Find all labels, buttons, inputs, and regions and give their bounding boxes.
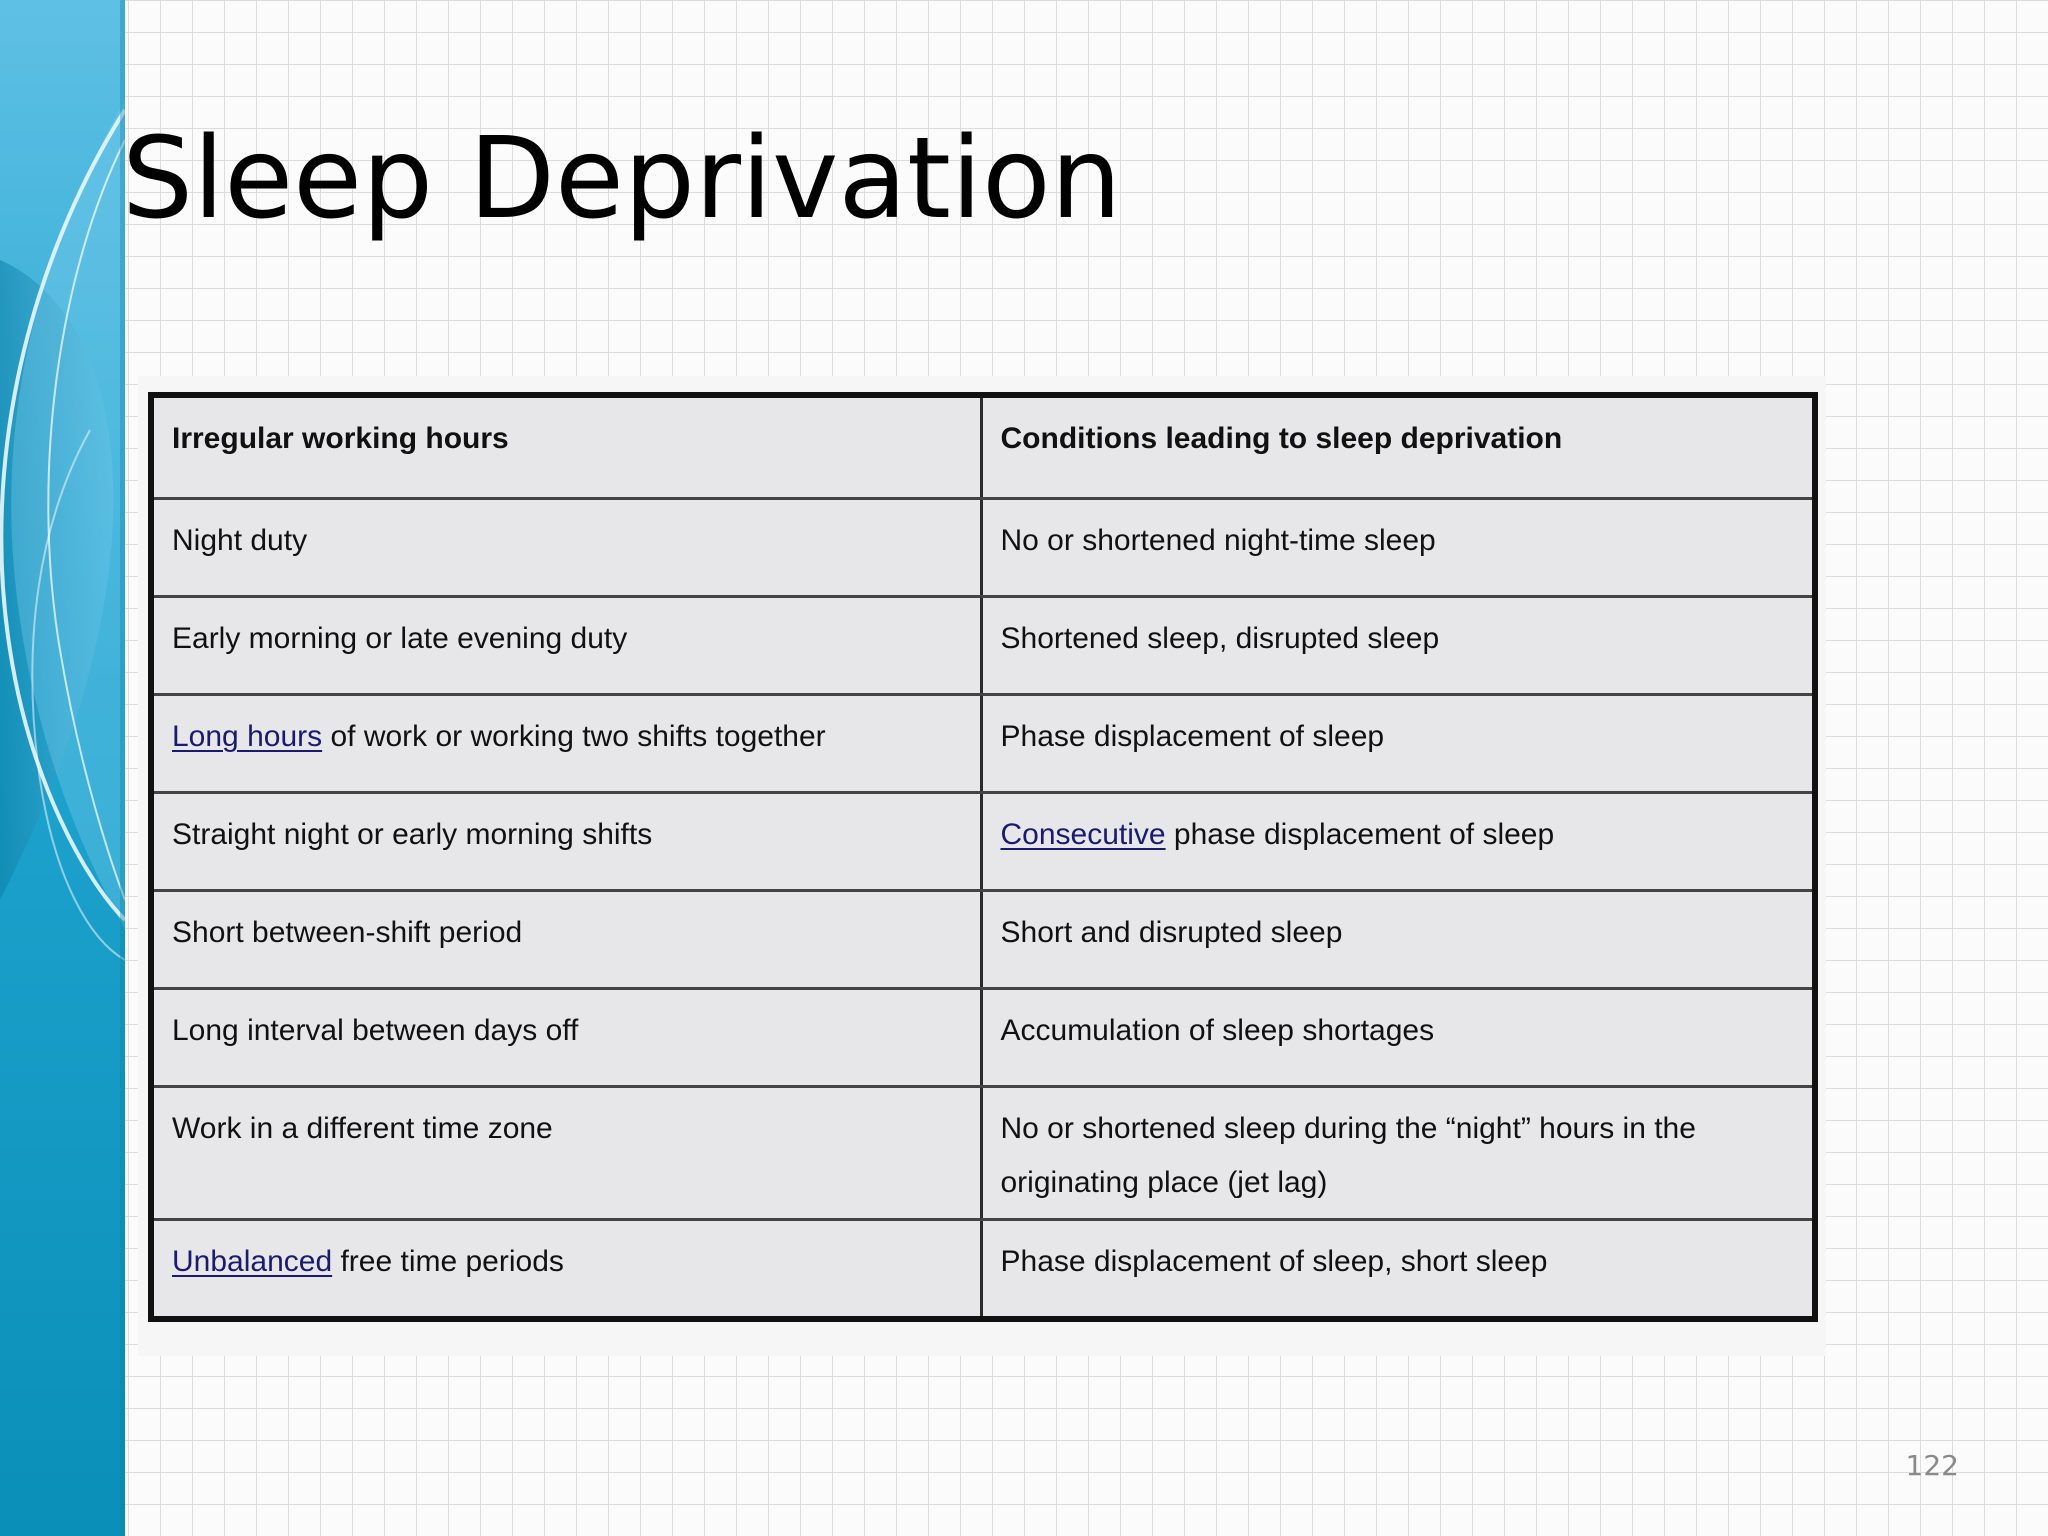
cell-hours: Short between-shift period [151, 891, 981, 989]
cell-hours [151, 1220, 981, 1320]
cell-conditions: Phase displacement of sleep, short sleep [981, 1220, 1815, 1320]
table-row [151, 597, 1815, 695]
cell-hours-text: of work or working two shifts together [322, 720, 826, 753]
sleep-deprivation-table [148, 392, 1818, 1322]
cell-hours: Night duty [151, 499, 981, 597]
long-hours-link[interactable]: Long hours [172, 720, 323, 753]
table-image-frame [138, 376, 1826, 1356]
cell-conditions: Shortened sleep, disrupted sleep [981, 597, 1815, 695]
unbalanced-link[interactable]: Unbalanced [172, 1245, 333, 1278]
table-row [151, 695, 1815, 793]
cell-conditions: No or shortened sleep during the “night” hours in the originating place (jet lag) [981, 1087, 1815, 1220]
cell-conditions [981, 793, 1815, 891]
cell-hours [151, 695, 981, 793]
table-row [151, 1220, 1815, 1320]
table-row [151, 891, 1815, 989]
cell-hours: Long interval between days off [151, 989, 981, 1087]
cell-hours: Work in a different time zone [151, 1087, 981, 1220]
cell-hours: Early morning or late evening duty [151, 597, 981, 695]
cell-conditions: Phase displacement of sleep [981, 695, 1815, 793]
table-row [151, 989, 1815, 1087]
table-row [151, 1087, 1815, 1220]
slide-title: Sleep Deprivation [122, 114, 1122, 244]
slide-page-number: 122 [1905, 1449, 1959, 1482]
cell-conditions-text: phase displacement of sleep [1165, 818, 1555, 851]
cell-hours-text: free time periods [332, 1245, 564, 1278]
cell-hours: Straight night or early morning shifts [151, 793, 981, 891]
consecutive-link[interactable]: Consecutive [1000, 818, 1166, 851]
table-row [151, 793, 1815, 891]
decorative-side-band [0, 0, 125, 1536]
table-header-row [151, 395, 1815, 499]
wave-decoration [0, 0, 125, 1536]
cell-conditions: No or shortened night-time sleep [981, 499, 1815, 597]
cell-conditions: Accumulation of sleep shortages [981, 989, 1815, 1087]
table-row [151, 499, 1815, 597]
header-irregular-hours: Irregular working hours [151, 395, 981, 499]
cell-conditions: Short and disrupted sleep [981, 891, 1815, 989]
header-conditions: Conditions leading to sleep deprivation [981, 395, 1815, 499]
